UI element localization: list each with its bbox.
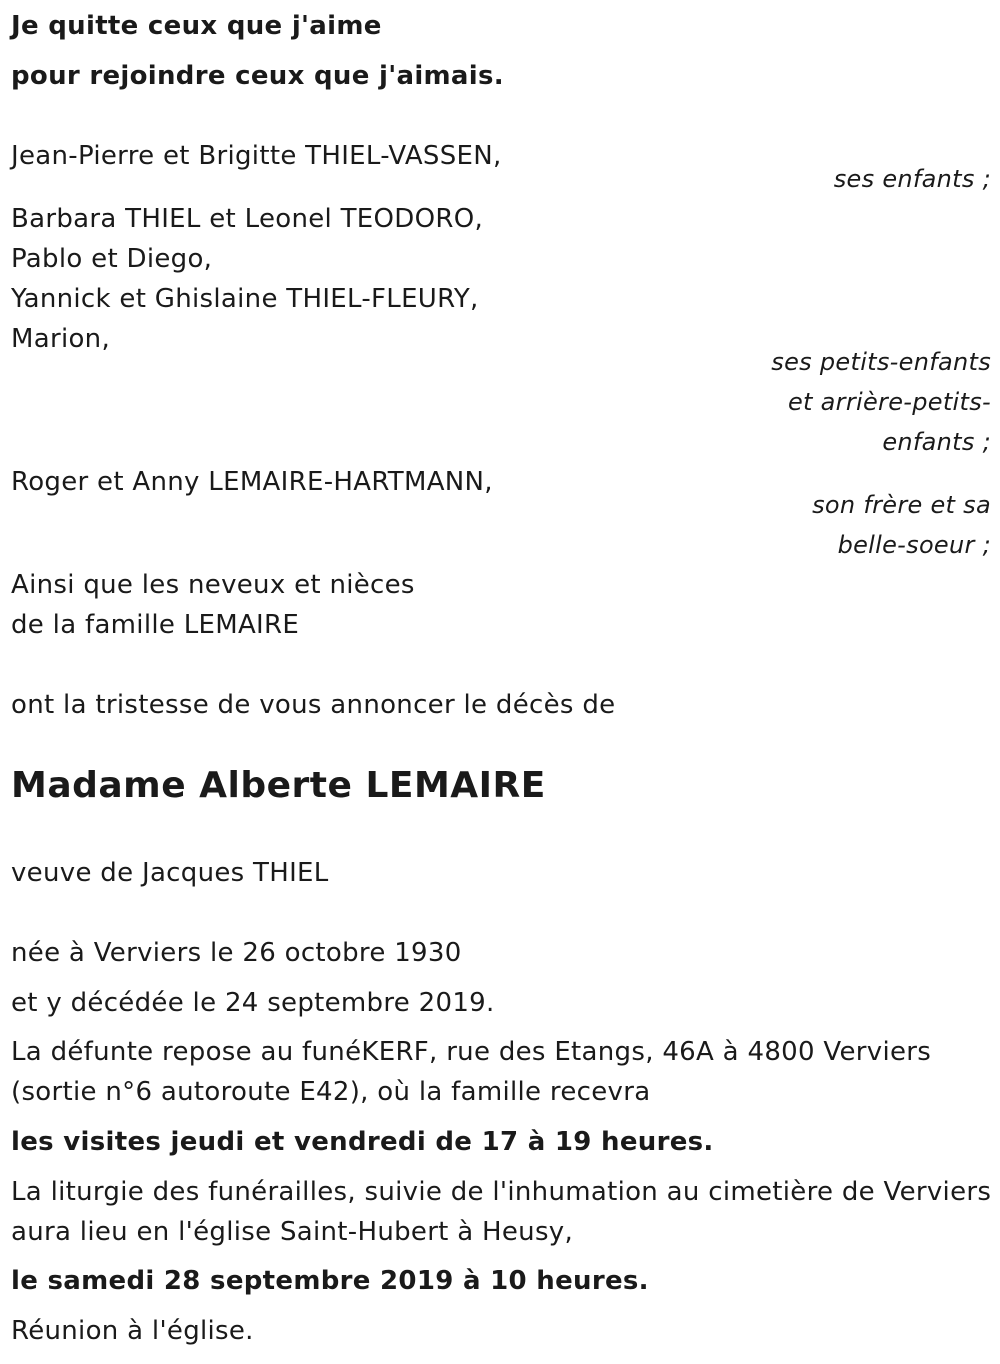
liturgy-line-1: La liturgie des funérailles, suivie de l'inhumation au cimetière de Verviers (11, 1177, 992, 1207)
epigraph-line-2: pour rejoindre ceux que j'aimais. (11, 61, 504, 91)
siblings-relation-2: belle-soeur ; (837, 531, 991, 559)
epigraph-line-1: Je quitte ceux que j'aime (11, 11, 382, 41)
deceased-name: Madame Alberte LEMAIRE (11, 765, 546, 806)
siblings-relation-1: son frère et sa (812, 491, 991, 519)
ceremony-info: le samedi 28 septembre 2019 à 10 heures. (11, 1266, 649, 1296)
rest-line-2: (sortie n°6 autoroute E42), où la famille recevra (11, 1077, 651, 1107)
others-line-1: Ainsi que les neveux et nièces (11, 570, 415, 600)
grandchildren-relation-2: et arrière-petits- (787, 388, 991, 416)
liturgy-line-2: aura lieu en l'église Saint-Hubert à Heusy, (11, 1217, 574, 1247)
meeting-info: Réunion à l'église. (11, 1316, 254, 1346)
children-relation: ses enfants ; (833, 165, 991, 193)
siblings-names: Roger et Anny LEMAIRE-HARTMANN, (11, 467, 493, 497)
others-line-2: de la famille LEMAIRE (11, 610, 300, 640)
grandchildren-name-4: Marion, (11, 324, 111, 354)
death-info: et y décédée le 24 septembre 2019. (11, 988, 495, 1018)
children-names: Jean-Pierre et Brigitte THIEL-VASSEN, (11, 141, 502, 171)
grandchildren-relation-1: ses petits-enfants (771, 348, 991, 376)
grandchildren-name-3: Yannick et Ghislaine THIEL-FLEURY, (11, 284, 479, 314)
rest-line-1: La défunte repose au funéKERF, rue des Etangs, 46A à 4800 Verviers (11, 1037, 932, 1067)
grandchildren-relation-3: enfants ; (882, 428, 991, 456)
visits-info: les visites jeudi et vendredi de 17 à 19 heures. (11, 1127, 714, 1157)
grandchildren-name-2: Pablo et Diego, (11, 244, 213, 274)
birth-info: née à Verviers le 26 octobre 1930 (11, 938, 462, 968)
announcement-text: ont la tristesse de vous annoncer le décès de (11, 690, 616, 720)
grandchildren-name-1: Barbara THIEL et Leonel TEODORO, (11, 204, 484, 234)
widow-of: veuve de Jacques THIEL (11, 858, 329, 888)
